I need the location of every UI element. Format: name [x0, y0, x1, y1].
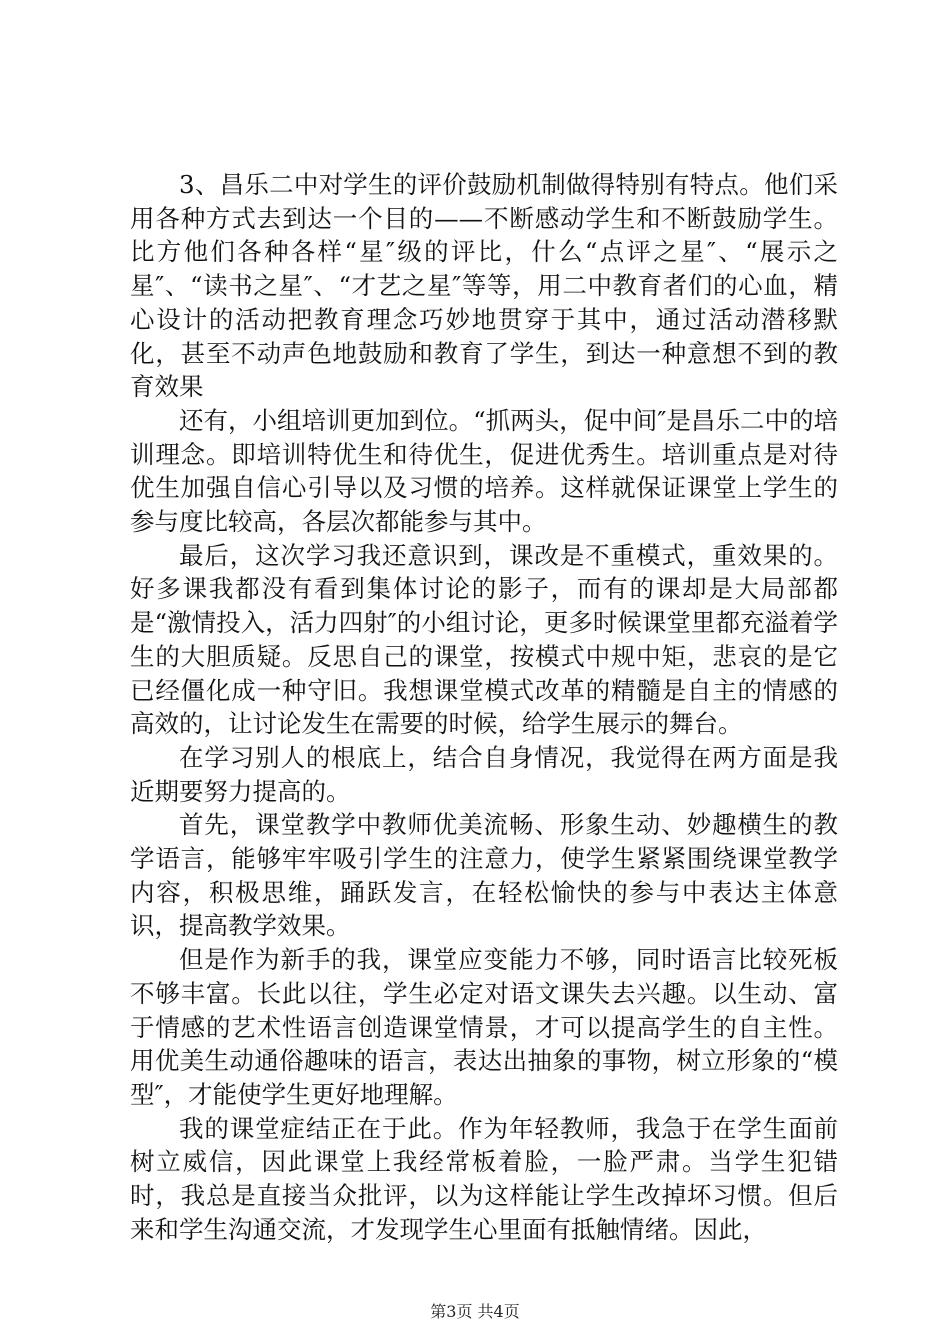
- paragraph-classroom-problem: 我的课堂症结正在于此。作为年轻教师，我急于在学生面前树立威信，因此课堂上我经常板着脸，一脸严肃。当学生犯错时，我总是直接当众批评，以为这样能让学生改掉坏习惯。但后来和学生沟通交流，才发现学生心里面有抵触情绪。因此，: [130, 1113, 838, 1244]
- paragraph-evaluation-mechanism: 3、昌乐二中对学生的评价鼓励机制做得特别有特点。他们采用各种方式去到达一个目的——不断感动学生和不断鼓励学生。比方他们各种各样“星″级的评比，什么“点评之星″、“展示之星″、“读书之星″、“才艺之星″等等，用二中教育者们的心血，精心设计的活动把教育理念巧妙地贯穿于其中，通过活动潜移默化，甚至不动声色地鼓励和教育了学生，到达一种意想不到的教育效果: [130, 170, 838, 402]
- paragraph-reform-reflection: 最后，这次学习我还意识到，课改是不重模式，重效果的。好多课我都没有看到集体讨论的影子，而有的课却是大局部都是“激情投入，活力四射″的小组讨论，更多时候课堂里都充溢着学生的大胆质疑。反思自己的课堂，按模式中规中矩，悲哀的是它已经僵化成一种守旧。我想课堂模式改革的精髓是自主的情感的高效的，让讨论发生在需要的时候，给学生展示的舞台。: [130, 540, 838, 739]
- document-body: [130, 168, 838, 1247]
- page-footer: [0, 1302, 950, 1322]
- paragraph-teaching-language: 首先，课堂教学中教师优美流畅、形象生动、妙趣横生的教学语言，能够牢牢吸引学生的注意力，使学生紧紧围绕课堂教学内容，积极思维，踊跃发言，在轻松愉快的参与中表达主体意识，提高教学效果。: [130, 810, 838, 941]
- page-number-label: 第3页 共4页: [430, 1302, 520, 1321]
- paragraph-improvement-intro: 在学习别人的根底上，结合自身情况，我觉得在两方面是我近期要努力提高的。: [130, 742, 838, 806]
- paragraph-group-training: 还有，小组培训更加到位。“抓两头，促中间″是昌乐二中的培训理念。即培训特优生和待优生，促进优秀生。培训重点是对待优生加强自信心引导以及习惯的培养。这样就保证课堂上学生的参与度比较高，各层次都能参与其中。: [130, 405, 838, 537]
- paragraph-new-teacher: 但是作为新手的我，课堂应变能力不够，同时语言比较死板不够丰富。长此以往，学生必定对语文课失去兴趣。以生动、富于情感的艺术性语言创造课堂情景，才可以提高学生的自主性。用优美生动通俗趣味的语言，表达出抽象的事物，树立形象的“模型″，才能使学生更好地理解。: [130, 945, 838, 1109]
